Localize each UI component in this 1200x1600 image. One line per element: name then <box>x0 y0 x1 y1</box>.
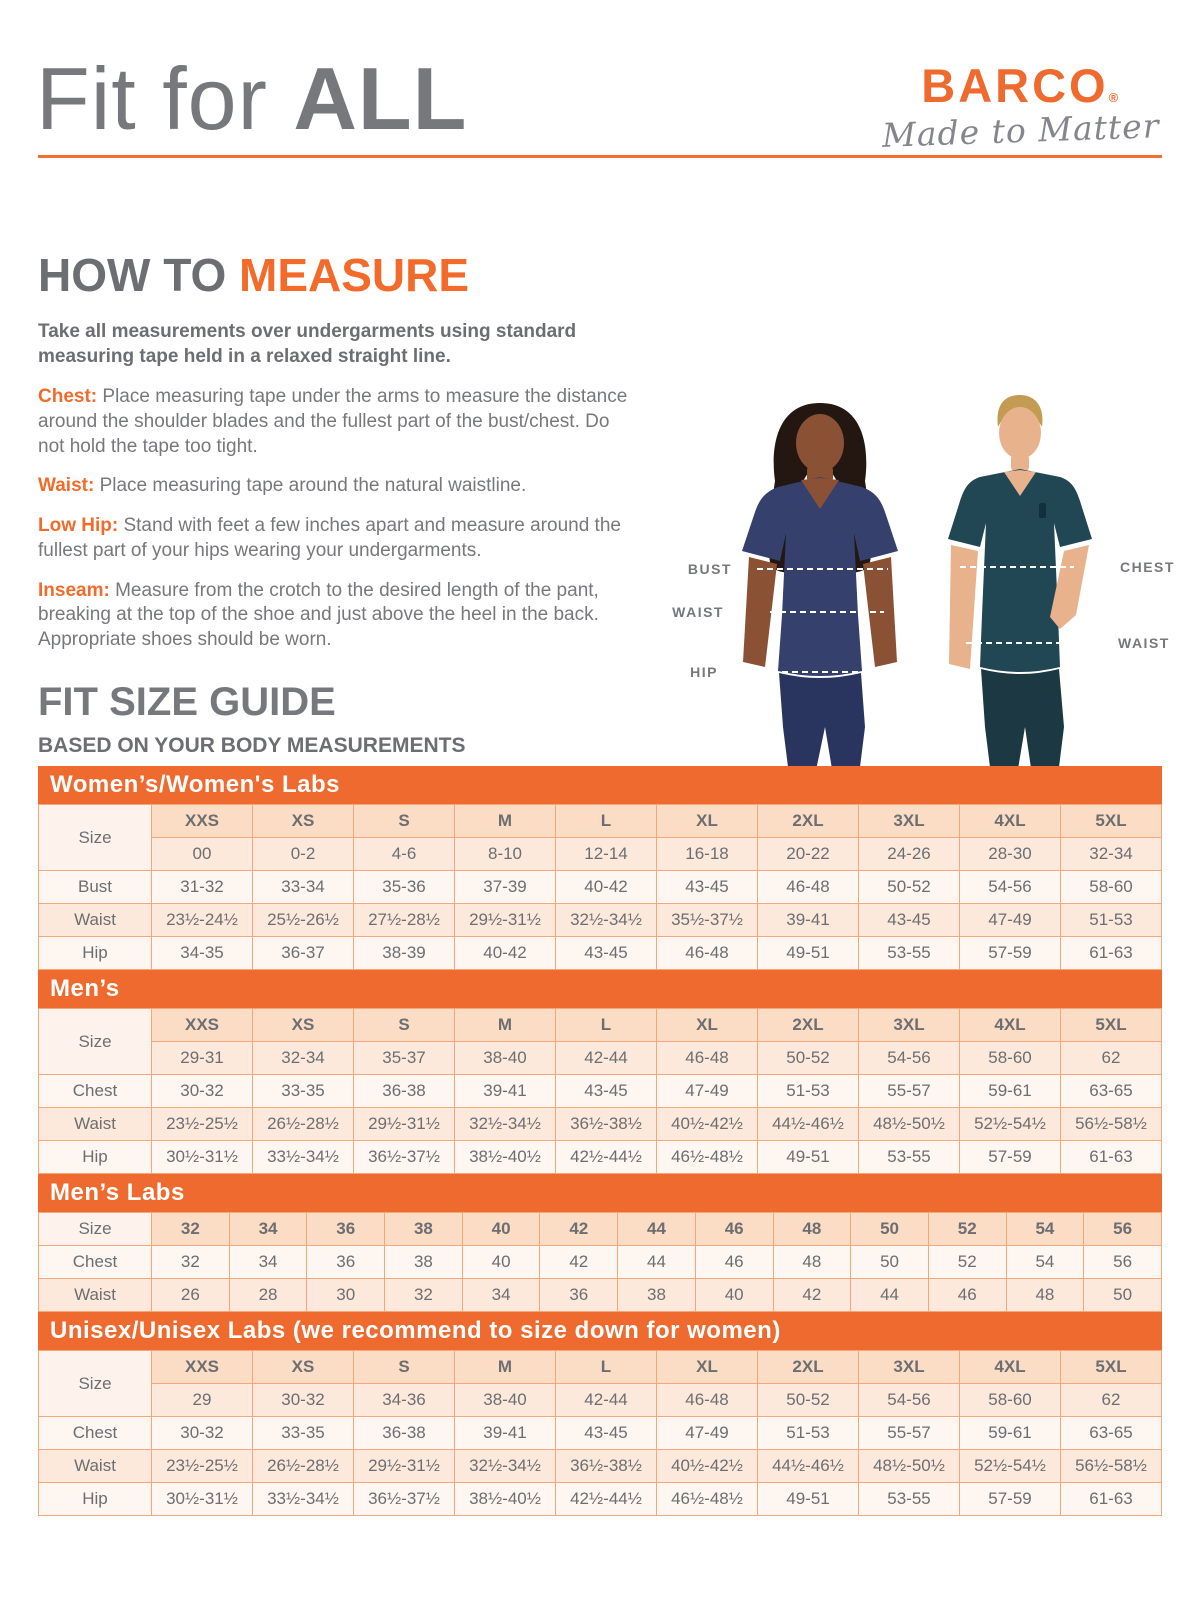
size-table <box>38 1350 1162 1516</box>
table-row <box>39 838 1162 871</box>
size-header-cell: 2XL <box>758 805 859 838</box>
value-cell: 34 <box>462 1279 540 1312</box>
value-cell: 29½-31½ <box>455 904 556 937</box>
waist-right-label: WAIST <box>1118 635 1170 651</box>
bust-label: BUST <box>687 561 732 577</box>
value-cell: 38-39 <box>354 937 455 970</box>
size-header-cell: XS <box>253 1351 354 1384</box>
size-header-cell: 4XL <box>960 1009 1061 1042</box>
waist-left-label: WAIST <box>672 604 724 620</box>
value-cell: 32 <box>152 1246 230 1279</box>
size-sub-cell: 34-36 <box>354 1384 455 1417</box>
value-cell: 56½-58½ <box>1061 1450 1162 1483</box>
size-header-cell: 32 <box>152 1213 230 1246</box>
size-header-cell: 54 <box>1006 1213 1084 1246</box>
size-sub-cell: 54-56 <box>859 1384 960 1417</box>
value-cell: 43-45 <box>859 904 960 937</box>
table-section-bar: Women’s/Women's Labs <box>38 766 1162 804</box>
size-sub-cell: 38-40 <box>455 1042 556 1075</box>
table-section-bar: Men’s <box>38 970 1162 1008</box>
value-cell: 36½-38½ <box>556 1108 657 1141</box>
value-cell: 26½-28½ <box>253 1450 354 1483</box>
measure-item: Inseam: Measure from the crotch to the desired length of the pant, breaking at the top of the shoe and just above the heel in the back. Appropriate shoes should be worn. <box>38 579 599 650</box>
size-header-cell: XS <box>253 1009 354 1042</box>
value-cell: 25½-26½ <box>253 904 354 937</box>
value-cell: 40 <box>462 1246 540 1279</box>
page-title-bold: ALL <box>293 49 468 148</box>
value-cell: 61-63 <box>1061 1483 1162 1516</box>
value-cell: 30-32 <box>152 1417 253 1450</box>
size-header-cell: 50 <box>851 1213 929 1246</box>
table-row <box>39 1483 1162 1516</box>
size-header-cell: L <box>556 1351 657 1384</box>
value-cell: 43-45 <box>556 1417 657 1450</box>
chest-label: CHEST <box>1120 559 1175 575</box>
value-cell: 58-60 <box>1061 871 1162 904</box>
value-cell: 38 <box>618 1279 696 1312</box>
size-sub-cell: 29 <box>152 1384 253 1417</box>
value-cell: 48 <box>773 1246 851 1279</box>
value-cell: 54 <box>1006 1246 1084 1279</box>
table-row <box>39 1213 1162 1246</box>
value-cell: 35-36 <box>354 871 455 904</box>
value-cell: 23½-25½ <box>152 1450 253 1483</box>
value-cell: 46½-48½ <box>657 1141 758 1174</box>
size-sub-cell: 30-32 <box>253 1384 354 1417</box>
size-sub-cell: 58-60 <box>960 1042 1061 1075</box>
table-row <box>39 904 1162 937</box>
size-header-cell: 40 <box>462 1213 540 1246</box>
size-sub-cell: 20-22 <box>758 838 859 871</box>
value-cell: 50-52 <box>859 871 960 904</box>
value-cell: 56 <box>1084 1246 1162 1279</box>
size-label-cell: Size <box>39 1213 152 1246</box>
table-row <box>39 1246 1162 1279</box>
row-label-cell: Waist <box>39 1108 152 1141</box>
table-row <box>39 1351 1162 1384</box>
size-sub-cell: 4-6 <box>354 838 455 871</box>
value-cell: 61-63 <box>1061 1141 1162 1174</box>
value-cell: 49-51 <box>758 937 859 970</box>
size-header-cell: S <box>354 1009 455 1042</box>
value-cell: 43-45 <box>556 937 657 970</box>
value-cell: 50 <box>1084 1279 1162 1312</box>
size-header-cell: L <box>556 805 657 838</box>
value-cell: 46 <box>695 1246 773 1279</box>
value-cell: 31-32 <box>152 871 253 904</box>
row-label-cell: Chest <box>39 1075 152 1108</box>
size-header-cell: 56 <box>1084 1213 1162 1246</box>
how-to-measure-section <box>38 248 638 668</box>
size-sub-cell: 46-48 <box>657 1384 758 1417</box>
value-cell: 48 <box>1006 1279 1084 1312</box>
value-cell: 44½-46½ <box>758 1450 859 1483</box>
value-cell: 43-45 <box>556 1075 657 1108</box>
value-cell: 50 <box>851 1246 929 1279</box>
fit-size-guide-subtitle: BASED ON YOUR BODY MEASUREMENTS <box>38 734 466 757</box>
value-cell: 37-39 <box>455 871 556 904</box>
value-cell: 46-48 <box>657 937 758 970</box>
size-header-cell: XS <box>253 805 354 838</box>
value-cell: 26½-28½ <box>253 1108 354 1141</box>
measure-item: Waist: Place measuring tape around the natural waistline. <box>38 475 527 497</box>
size-sub-cell: 54-56 <box>859 1042 960 1075</box>
value-cell: 56½-58½ <box>1061 1108 1162 1141</box>
table-section-bar: Men’s Labs <box>38 1174 1162 1212</box>
table-row <box>39 1141 1162 1174</box>
size-header-cell: M <box>455 805 556 838</box>
value-cell: 33-35 <box>253 1417 354 1450</box>
value-cell: 47-49 <box>657 1417 758 1450</box>
size-header-cell: 4XL <box>960 1351 1061 1384</box>
value-cell: 39-41 <box>455 1075 556 1108</box>
size-sub-cell: 42-44 <box>556 1042 657 1075</box>
size-header-cell: 52 <box>928 1213 1006 1246</box>
size-sub-cell: 38-40 <box>455 1384 556 1417</box>
table-row <box>39 1450 1162 1483</box>
man-figure <box>948 395 1092 775</box>
size-header-cell: M <box>455 1009 556 1042</box>
size-header-cell: XL <box>657 805 758 838</box>
size-header-cell: S <box>354 1351 455 1384</box>
value-cell: 36 <box>307 1246 385 1279</box>
size-sub-cell: 32-34 <box>1061 838 1162 871</box>
value-cell: 51-53 <box>758 1075 859 1108</box>
measure-items <box>38 385 638 652</box>
value-cell: 48½-50½ <box>859 1108 960 1141</box>
value-cell: 49-51 <box>758 1141 859 1174</box>
value-cell: 53-55 <box>859 1141 960 1174</box>
value-cell: 39-41 <box>455 1417 556 1450</box>
value-cell: 33-35 <box>253 1075 354 1108</box>
value-cell: 23½-25½ <box>152 1108 253 1141</box>
value-cell: 36-37 <box>253 937 354 970</box>
header-divider <box>38 155 1162 158</box>
size-sub-cell: 29-31 <box>152 1042 253 1075</box>
value-cell: 59-61 <box>960 1075 1061 1108</box>
value-cell: 53-55 <box>859 1483 960 1516</box>
value-cell: 32 <box>385 1279 463 1312</box>
size-header-cell: 5XL <box>1061 805 1162 838</box>
models-photo <box>650 375 1200 775</box>
size-sub-cell: 16-18 <box>657 838 758 871</box>
value-cell: 43-45 <box>657 871 758 904</box>
row-label-cell: Chest <box>39 1417 152 1450</box>
how-to-measure-title: HOW TO MEASURE <box>38 249 470 301</box>
models-illustration <box>650 375 1200 775</box>
size-sub-cell: 0-2 <box>253 838 354 871</box>
value-cell: 36-38 <box>354 1417 455 1450</box>
value-cell: 44 <box>851 1279 929 1312</box>
table-row <box>39 1384 1162 1417</box>
table-row <box>39 1075 1162 1108</box>
size-table <box>38 1008 1162 1174</box>
registered-mark: ® <box>1108 90 1122 105</box>
value-cell: 59-61 <box>960 1417 1061 1450</box>
value-cell: 32½-34½ <box>556 904 657 937</box>
page-title <box>36 48 467 150</box>
value-cell: 27½-28½ <box>354 904 455 937</box>
row-label-cell: Hip <box>39 937 152 970</box>
value-cell: 33-34 <box>253 871 354 904</box>
row-label-cell: Hip <box>39 1483 152 1516</box>
size-header-cell: XL <box>657 1009 758 1042</box>
size-sub-cell: 50-52 <box>758 1384 859 1417</box>
barco-logo-wordmark: BARCO® <box>921 59 1122 112</box>
value-cell: 29½-31½ <box>354 1108 455 1141</box>
value-cell: 61-63 <box>1061 937 1162 970</box>
barco-logo-tagline: Made to Matter <box>881 106 1161 155</box>
table-row <box>39 937 1162 970</box>
table-row <box>39 1279 1162 1312</box>
value-cell: 53-55 <box>859 937 960 970</box>
value-cell: 52 <box>928 1246 1006 1279</box>
woman-figure <box>742 403 898 775</box>
value-cell: 44 <box>618 1246 696 1279</box>
value-cell: 38½-40½ <box>455 1483 556 1516</box>
row-label-cell: Chest <box>39 1246 152 1279</box>
value-cell: 30½-31½ <box>152 1141 253 1174</box>
value-cell: 26 <box>152 1279 230 1312</box>
value-cell: 32½-34½ <box>455 1108 556 1141</box>
value-cell: 49-51 <box>758 1483 859 1516</box>
measure-item: Low Hip: Stand with feet a few inches apart and measure around the fullest part of your hips wearing your undergarments. <box>38 515 621 561</box>
fit-size-guide-title: FIT SIZE GUIDE <box>38 680 336 724</box>
value-cell: 39-41 <box>758 904 859 937</box>
how-to-measure-title-accent: MEASURE <box>239 249 470 301</box>
size-sub-cell: 28-30 <box>960 838 1061 871</box>
hip-label: HIP <box>690 664 718 680</box>
value-cell: 63-65 <box>1061 1417 1162 1450</box>
value-cell: 34-35 <box>152 937 253 970</box>
size-sub-cell: 62 <box>1061 1384 1162 1417</box>
row-label-cell: Waist <box>39 1450 152 1483</box>
size-label-cell: Size <box>39 1009 152 1075</box>
size-header-cell: XXS <box>152 805 253 838</box>
measure-item-label: Low Hip: <box>38 515 119 537</box>
row-label-cell: Bust <box>39 871 152 904</box>
value-cell: 40½-42½ <box>657 1450 758 1483</box>
size-sub-cell: 58-60 <box>960 1384 1061 1417</box>
value-cell: 28 <box>229 1279 307 1312</box>
value-cell: 52½-54½ <box>960 1108 1061 1141</box>
value-cell: 57-59 <box>960 1141 1061 1174</box>
size-header-cell: 36 <box>307 1213 385 1246</box>
value-cell: 36 <box>540 1279 618 1312</box>
size-header-cell: S <box>354 805 455 838</box>
measure-item-label: Chest: <box>38 386 98 408</box>
size-header-cell: 38 <box>385 1213 463 1246</box>
size-sub-cell: 46-48 <box>657 1042 758 1075</box>
size-header-cell: XXS <box>152 1351 253 1384</box>
value-cell: 36½-38½ <box>556 1450 657 1483</box>
size-header-cell: 2XL <box>758 1009 859 1042</box>
value-cell: 29½-31½ <box>354 1450 455 1483</box>
value-cell: 23½-24½ <box>152 904 253 937</box>
value-cell: 52½-54½ <box>960 1450 1061 1483</box>
size-table <box>38 804 1162 970</box>
size-header-cell: 5XL <box>1061 1351 1162 1384</box>
value-cell: 57-59 <box>960 937 1061 970</box>
barco-logo <box>881 59 1161 155</box>
value-cell: 40 <box>695 1279 773 1312</box>
value-cell: 55-57 <box>859 1075 960 1108</box>
size-header-cell: XL <box>657 1351 758 1384</box>
size-sub-cell: 62 <box>1061 1042 1162 1075</box>
value-cell: 63-65 <box>1061 1075 1162 1108</box>
table-row <box>39 805 1162 838</box>
table-row <box>39 871 1162 904</box>
value-cell: 35½-37½ <box>657 904 758 937</box>
table-row <box>39 1042 1162 1075</box>
value-cell: 42½-44½ <box>556 1141 657 1174</box>
size-sub-cell: 35-37 <box>354 1042 455 1075</box>
value-cell: 40-42 <box>455 937 556 970</box>
page-title-light: Fit for <box>36 49 294 148</box>
value-cell: 51-53 <box>758 1417 859 1450</box>
value-cell: 46-48 <box>758 871 859 904</box>
value-cell: 42½-44½ <box>556 1483 657 1516</box>
measure-item: Chest: Place measuring tape under the arms to measure the distance around the shoulder blades and the fullest part of the bust/chest. Do not hold the tape too tight. <box>38 386 628 457</box>
table-section-bar: Unisex/Unisex Labs (we recommend to size down for women) <box>38 1312 1162 1350</box>
size-header-cell: L <box>556 1009 657 1042</box>
value-cell: 55-57 <box>859 1417 960 1450</box>
size-header-cell: 3XL <box>859 1351 960 1384</box>
value-cell: 51-53 <box>1061 904 1162 937</box>
size-sub-cell: 00 <box>152 838 253 871</box>
value-cell: 33½-34½ <box>253 1141 354 1174</box>
table-row <box>39 1108 1162 1141</box>
table-row <box>39 1009 1162 1042</box>
size-header-cell: 2XL <box>758 1351 859 1384</box>
value-cell: 34 <box>229 1246 307 1279</box>
value-cell: 30 <box>307 1279 385 1312</box>
value-cell: 38 <box>385 1246 463 1279</box>
value-cell: 48½-50½ <box>859 1450 960 1483</box>
measure-item-label: Inseam: <box>38 579 110 601</box>
value-cell: 47-49 <box>960 904 1061 937</box>
value-cell: 36-38 <box>354 1075 455 1108</box>
value-cell: 46½-48½ <box>657 1483 758 1516</box>
value-cell: 36½-37½ <box>354 1141 455 1174</box>
size-header-cell: 42 <box>540 1213 618 1246</box>
value-cell: 44½-46½ <box>758 1108 859 1141</box>
size-sub-cell: 42-44 <box>556 1384 657 1417</box>
table-row <box>39 1417 1162 1450</box>
value-cell: 57-59 <box>960 1483 1061 1516</box>
value-cell: 46 <box>928 1279 1006 1312</box>
size-header-cell: 44 <box>618 1213 696 1246</box>
value-cell: 30-32 <box>152 1075 253 1108</box>
size-sub-cell: 8-10 <box>455 838 556 871</box>
size-sub-cell: 12-14 <box>556 838 657 871</box>
size-header-cell: 4XL <box>960 805 1061 838</box>
value-cell: 32½-34½ <box>455 1450 556 1483</box>
size-label-cell: Size <box>39 1351 152 1417</box>
size-header-cell: 5XL <box>1061 1009 1162 1042</box>
row-label-cell: Waist <box>39 1279 152 1312</box>
value-cell: 36½-37½ <box>354 1483 455 1516</box>
size-sub-cell: 24-26 <box>859 838 960 871</box>
size-sub-cell: 32-34 <box>253 1042 354 1075</box>
size-label-cell: Size <box>39 805 152 871</box>
value-cell: 33½-34½ <box>253 1483 354 1516</box>
size-table <box>38 1212 1162 1312</box>
size-header-cell: 48 <box>773 1213 851 1246</box>
size-sub-cell: 50-52 <box>758 1042 859 1075</box>
size-header-cell: 3XL <box>859 805 960 838</box>
value-cell: 42 <box>540 1246 618 1279</box>
value-cell: 38½-40½ <box>455 1141 556 1174</box>
value-cell: 42 <box>773 1279 851 1312</box>
size-header-cell: 34 <box>229 1213 307 1246</box>
value-cell: 40½-42½ <box>657 1108 758 1141</box>
row-label-cell: Hip <box>39 1141 152 1174</box>
row-label-cell: Waist <box>39 904 152 937</box>
measure-intro: Take all measurements over undergarments using standard measuring tape held in a relaxed straight line. <box>38 321 577 367</box>
value-cell: 40-42 <box>556 871 657 904</box>
value-cell: 47-49 <box>657 1075 758 1108</box>
size-header-cell: 3XL <box>859 1009 960 1042</box>
size-header-cell: 46 <box>695 1213 773 1246</box>
measure-item-label: Waist: <box>38 475 95 497</box>
value-cell: 30½-31½ <box>152 1483 253 1516</box>
size-header-cell: XXS <box>152 1009 253 1042</box>
value-cell: 54-56 <box>960 871 1061 904</box>
size-header-cell: M <box>455 1351 556 1384</box>
size-tables <box>38 766 1162 1516</box>
